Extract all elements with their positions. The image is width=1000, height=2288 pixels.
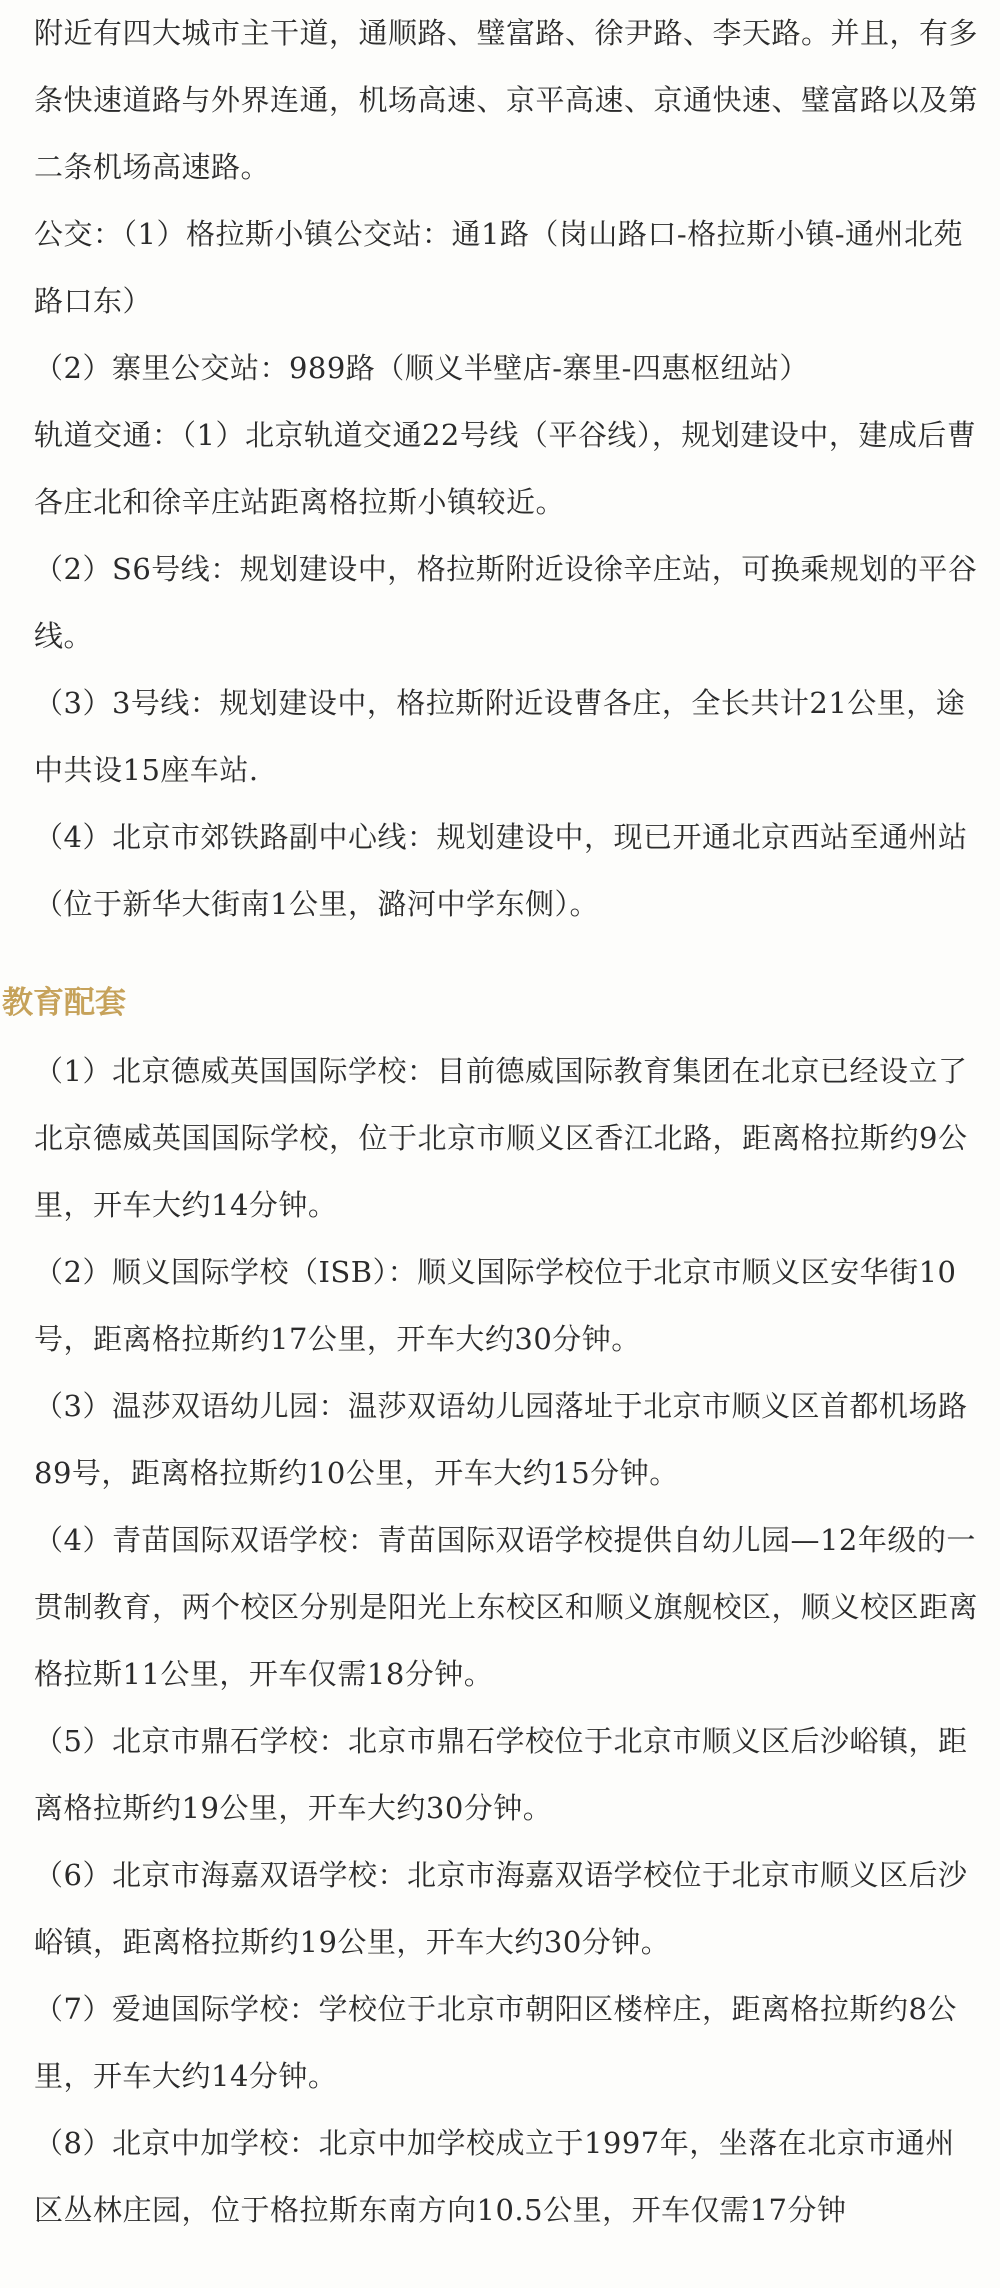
paragraph-school-keystone: （5）北京市鼎石学校：北京市鼎石学校位于北京市顺义区后沙峪镇，距离格拉斯约19公里，开车大约30分钟。 (34, 1724, 968, 1825)
paragraph-school-canadian: （8）北京中加学校：北京中加学校成立于1997年，坐落在北京市通州区丛林庄园，位于格拉斯东南方向10.5公里，开车仅需17分钟 (34, 2126, 955, 2227)
paragraph-rail-line-3: （3）3号线：规划建设中，格拉斯附近设曹各庄，全长共计21公里，途中共设15座车站. (34, 686, 966, 787)
paragraph-school-hd: （6）北京市海嘉双语学校：北京市海嘉双语学校位于北京市顺义区后沙峪镇，距离格拉斯约19公里，开车大约30分钟。 (34, 1858, 968, 1959)
paragraph-bus-line-2: （2）寨里公交站：989路（顺义半壁店-寨里-四惠枢纽站） (34, 351, 809, 385)
paragraph-school-qingmiao: （4）青苗国际双语学校：青苗国际双语学校提供自幼儿园—12年级的一贯制教育，两个校区分别是阳光上东校区和顺义旗舰校区，顺义校区距离格拉斯11公里，开车仅需18分钟。 (34, 1523, 979, 1691)
paragraph-suburban-rail: （4）北京市郊铁路副中心线：规划建设中，现已开通北京西站至通州站（位于新华大街南1公里，潞河中学东侧）。 (34, 820, 968, 921)
paragraph-school-windsor: （3）温莎双语幼儿园：温莎双语幼儿园落址于北京市顺义区首都机场路89号，距离格拉斯约10公里，开车大约15分钟。 (34, 1389, 968, 1490)
paragraph-roads: 附近有四大城市主干道，通顺路、璧富路、徐尹路、李天路。并且，有多条快速道路与外界连通，机场高速、京平高速、京通快速、璧富路以及第二条机场高速路。 (34, 16, 979, 184)
paragraph-rail-line-22: 轨道交通：（1）北京轨道交通22号线（平谷线），规划建设中，建成后曹各庄北和徐辛庄站距离格拉斯小镇较近。 (34, 418, 977, 519)
paragraph-school-isb: （2）顺义国际学校（ISB）：顺义国际学校位于北京市顺义区安华街10号，距离格拉斯约17公里，开车大约30分钟。 (34, 1255, 957, 1356)
paragraph-school-dulwich: （1）北京德威英国国际学校：目前德威国际教育集团在北京已经设立了北京德威英国国际学校，位于北京市顺义区香江北路，距离格拉斯约9公里，开车大约14分钟。 (34, 1054, 968, 1222)
paragraph-school-etonhouse: （7）爱迪国际学校：学校位于北京市朝阳区楼梓庄，距离格拉斯约8公里，开车大约14分钟。 (34, 1992, 957, 2093)
paragraph-rail-line-s6: （2）S6号线：规划建设中，格拉斯附近设徐辛庄站，可换乘规划的平谷线。 (34, 552, 978, 653)
paragraph-bus-line-1: 公交：（1）格拉斯小镇公交站：通1路（岗山路口-格拉斯小镇-通州北苑路口东） (34, 217, 964, 318)
section-heading-education: 教育配套 (2, 985, 126, 1021)
